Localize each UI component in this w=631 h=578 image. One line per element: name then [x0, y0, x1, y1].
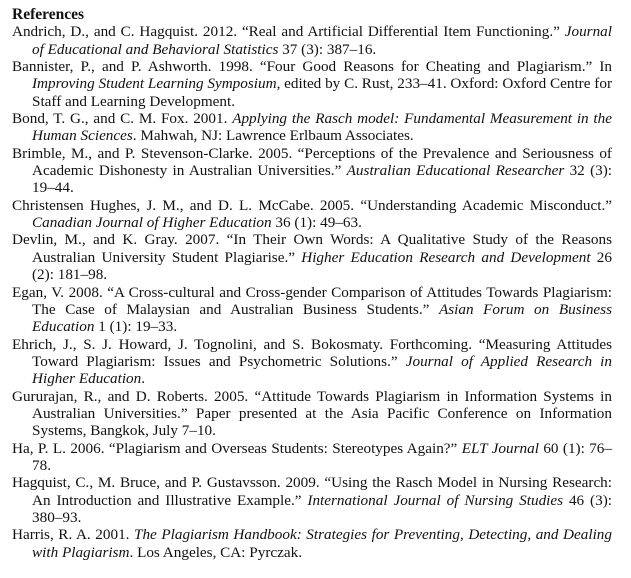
ref-text: Egan, V. 2008. “A Cross-cultural and Cross-gender Comparison of Attitudes Towards Plagiarism: The Case of Malaysian and Australian Business Students.”: [12, 283, 612, 318]
ref-source-title: Canadian Journal of Higher Education: [32, 214, 272, 232]
ref-text: Ehrich, J., S. J. Howard, J. Tognolini, and S. Bokosmaty. Forthcoming. “Measuring Attitudes Toward Plagiarism: Issues and Psychometric Solutions.”: [12, 335, 612, 370]
reference-entry-hagquist: [12, 474, 612, 526]
ref-text: Gururajan, R., and D. Roberts. 2005. “Attitude Towards Plagiarism in Information Systems in Australian Universities.” Paper presented at the Asia Pacific Conference on Information Systems, Bangkok, July 7–10.: [12, 387, 612, 440]
ref-source-title: Asian Forum on Business Education: [32, 300, 612, 336]
reference-entry-christensen-hughes: [12, 197, 612, 232]
ref-source-title: Higher Education Research and Development: [301, 248, 591, 266]
ref-text: Devlin, M., and K. Gray. 2007. “In Their Own Words: A Qualitative Study of the Reasons Australian University Student Plagiarise.”: [12, 231, 612, 266]
reference-entry-andrich: [12, 23, 612, 58]
reference-entry-ehrich: [12, 336, 612, 388]
ref-text: Hagquist, C., M. Bruce, and P. Gustavsson. 2009. “Using the Rasch Model in Nursing Research: An Introduction and Illustrative Example.”: [12, 474, 612, 509]
reference-entry-brimble: [12, 145, 612, 197]
reference-entry-bond: [12, 110, 612, 145]
references-heading: References: [12, 6, 85, 23]
ref-source-title: Improving Student Learning Symposium: [32, 75, 277, 93]
ref-details: 46 (3): 380–93.: [32, 491, 612, 526]
references-section: [12, 6, 612, 561]
ref-text: Brimble, M., and P. Stevenson-Clarke. 2005. “Perceptions of the Prevalence and Seriousness of Academic Dishonesty in Australian Universities.”: [12, 144, 612, 180]
ref-source-title: Journal of Educational and Behavioral Statistics: [32, 23, 612, 58]
ref-text: Christensen Hughes, J. M., and D. L. McCabe. 2005. “Understanding Academic Misconduct.”: [12, 196, 612, 214]
ref-text: Andrich, D., and C. Hagquist. 2012. “Real and Artificial Differential Item Functioning.”: [12, 23, 565, 41]
ref-source-title: ELT Journal: [461, 439, 539, 457]
ref-details: . Los Angeles, CA: Pyrczak.: [129, 543, 302, 561]
ref-details: 1 (1): 19–33.: [94, 318, 178, 336]
ref-details: .: [141, 370, 146, 388]
ref-text: Ha, P. L. 2006. “Plagiarism and Overseas Students: Stereotypes Again?”: [12, 439, 462, 457]
ref-details: 60 (1): 76–78.: [32, 439, 612, 474]
reference-entry-egan: [12, 284, 612, 336]
ref-source-title: Australian Educational Researcher: [346, 162, 565, 180]
ref-details: 37 (3): 387–16.: [278, 40, 377, 58]
ref-text: Bannister, P., and P. Ashworth. 1998. “Four Good Reasons for Cheating and Plagiarism.” In: [12, 58, 612, 76]
ref-source-title: Applying the Rasch model: Fundamental Measurement in the Human Sciences: [32, 110, 612, 145]
ref-details: 26 (2): 181–98.: [32, 248, 612, 284]
reference-entry-bannister: [12, 58, 612, 110]
ref-source-title: The Plagiarism Handbook: Strategies for Preventing, Detecting, and Dealing with Plagiarism: [32, 526, 612, 561]
ref-source-title: International Journal of Nursing Studies: [307, 491, 564, 509]
reference-entry-harris: [12, 526, 612, 561]
ref-details: 36 (1): 49–63.: [271, 214, 362, 232]
ref-details: , edited by C. Rust, 233–41. Oxford: Oxford Centre for Staff and Learning Development.: [32, 75, 612, 110]
ref-source-title: Journal of Applied Research in Higher Education: [32, 352, 612, 388]
reference-entry-devlin: [12, 231, 612, 283]
ref-details: . Mahwah, NJ: Lawrence Erlbaum Associates.: [132, 127, 414, 145]
reference-entry-ha: [12, 440, 612, 475]
ref-text: Harris, R. A. 2001.: [12, 526, 135, 544]
ref-text: Bond, T. G., and C. M. Fox. 2001.: [12, 110, 233, 128]
ref-details: 32 (3): 19–44.: [32, 162, 613, 197]
reference-entry-gururajan: [12, 388, 612, 440]
